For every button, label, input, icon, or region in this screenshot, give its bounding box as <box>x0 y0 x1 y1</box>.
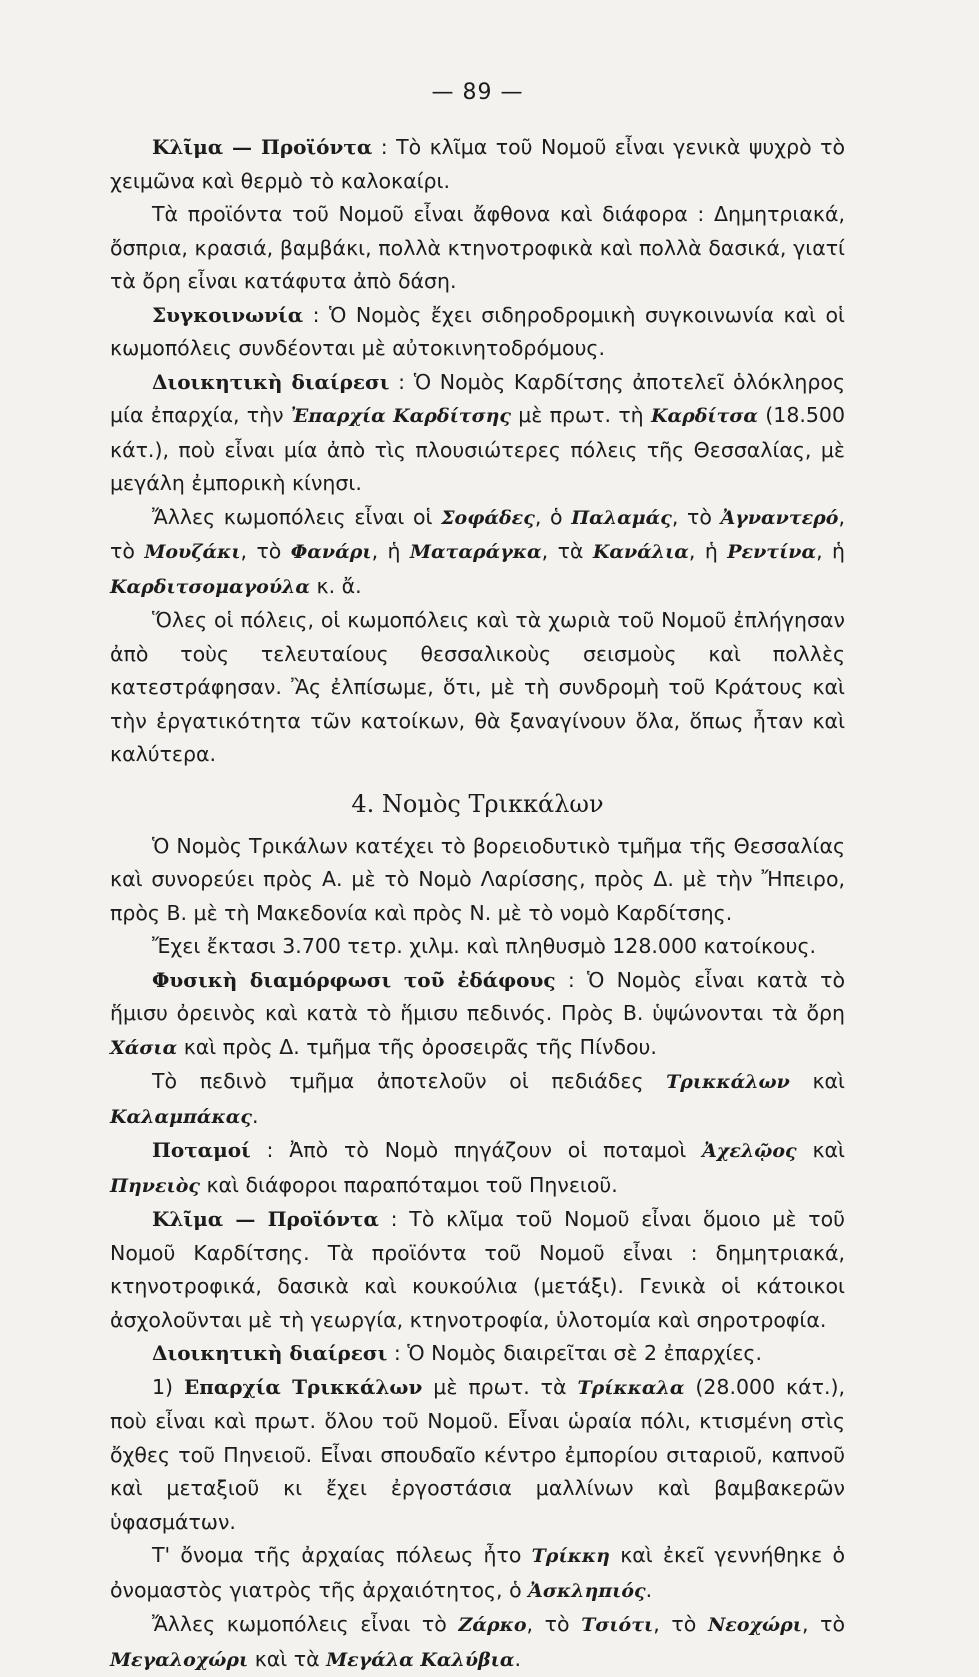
emphasis: Ἀσκληπιός <box>528 1579 646 1602</box>
text: : Ὁ Νομὸς Καρδίτσης ἀποτελεῖ ὁλόκληρος μία ἐπαρχία, τὴν <box>110 369 845 427</box>
emphasis: Ζάρκο <box>458 1614 527 1636</box>
emphasis: Μεγάλα Καλύβια <box>326 1648 515 1671</box>
paragraph-products-karditsa <box>110 198 845 299</box>
paragraph-rivers-trikala <box>110 1134 845 1203</box>
text: , τὸ <box>801 1612 846 1636</box>
emphasis: Ἀχελῷος <box>702 1140 797 1162</box>
section-title: 4. Νομὸς Τρικκάλων <box>351 789 604 818</box>
paragraph-towns-trikala <box>110 1608 845 1677</box>
text: Τὰ προϊόντα τοῦ Νομοῦ εἶναι ἄφθονα καὶ διάφορα : Δημητριακά, ὄσπρια, κρασιά, βαμβάκι, πολλὰ κτηνοτροφικὰ καὶ πολλὰ δασικά, γιατί τὰ ὄρη εἶναι κατάφυτα ἀπὸ δάση. <box>110 202 845 293</box>
emphasis: Χάσια <box>110 1036 178 1059</box>
text: , τὸ <box>240 539 291 563</box>
text: , τὸ <box>653 1612 708 1636</box>
text: : Τὸ κλῖμα τοῦ Νομοῦ εἶναι γενικὰ ψυχρὸ τὸ χειμῶνα καὶ θερμὸ τὸ καλοκαίρι. <box>110 135 845 193</box>
text: , ἡ <box>816 539 846 563</box>
paragraph-ancient-trikki <box>110 1539 845 1608</box>
heading-climate-products: Κλῖμα — Προϊόντα <box>152 135 373 159</box>
paragraph-administration-karditsa <box>110 366 845 501</box>
text: : Ὁ Νομὸς εἶναι κατὰ τὸ ἥμισυ ὀρεινὸς καὶ κατὰ τὸ ἥμισυ πεδινός. Πρὸς Β. ὑψώνονται τὰ ὄρη <box>110 967 846 1025</box>
emphasis: Πηνειὸς <box>110 1174 200 1197</box>
text: Ἄλλες κωμοπόλεις εἶναι τὸ <box>152 1612 459 1636</box>
emphasis: Κανάλια <box>592 541 689 563</box>
paragraph-towns-karditsa <box>110 501 845 605</box>
text: καὶ ἐκεῖ γεννήθηκε ὁ ὀνομαστὸς γιατρὸς τῆς ἀρχαιότητος, ὁ <box>110 1543 846 1602</box>
paragraph-transport-karditsa <box>110 299 845 366</box>
text: (28.000 κάτ.), ποὺ εἶναι καὶ πρωτ. ὅλου τοῦ Νομοῦ. Εἶναι ὡραία πόλι, κτισμένη στὶς ὄχθες τοῦ Πηνειοῦ. Εἶναι σπουδαῖο κέντρο ἐμπορίου σιταριοῦ, καπνοῦ καὶ μεταξιοῦ κι ἔχει ἐργοστάσια μαλλίνων καὶ βαμβακερῶν ὑφασμάτων. <box>110 1374 846 1534</box>
text: , τὸ <box>526 1612 582 1636</box>
emphasis: Τρίκκαλα <box>577 1376 685 1399</box>
text: Τ' ὄνομα τῆς ἀρχαίας πόλεως ἦτο <box>152 1543 532 1567</box>
heading-rivers: Ποταμοί <box>152 1138 251 1162</box>
emphasis: Καρδίτσα <box>650 405 758 427</box>
emphasis: Μεγαλοχώρι <box>110 1648 249 1671</box>
text: (18.500 κάτ.), ποὺ εἶναι μία ἀπὸ τὶς πλουσιώτερες πόλεις τῆς Θεσσαλίας, μὲ μεγάλη ἐμπορικὴ κίνησι. <box>110 403 846 495</box>
text: , ἡ <box>371 539 410 563</box>
emphasis: Παλαμάς <box>571 506 672 529</box>
text: , τὰ <box>541 539 593 563</box>
paragraph-location-trikala <box>110 830 845 931</box>
text: καὶ τὰ <box>248 1646 327 1671</box>
text: , τὸ <box>110 504 846 563</box>
list-number: 1) <box>152 1374 184 1399</box>
text: : Ὁ Νομὸς διαιρεῖται σὲ 2 ἐπαρχίες. <box>387 1341 762 1365</box>
emphasis: Καλαμπάκας <box>110 1105 252 1128</box>
text: , ἡ <box>688 539 728 563</box>
emphasis: Τσιότι <box>581 1614 654 1636</box>
text: καὶ <box>789 1069 845 1093</box>
emphasis: Ματαράγκα <box>409 541 542 563</box>
paragraph-administration-trikala <box>110 1337 845 1371</box>
paragraph-earthquakes <box>110 604 845 772</box>
heading-administration: Διοικητικὴ διαίρεσι <box>152 369 390 394</box>
text: μὲ πρωτ. τὰ <box>422 1374 578 1399</box>
emphasis: Νεοχώρι <box>707 1614 802 1636</box>
text: Ὁ Νομὸς Τρικάλων κατέχει τὸ βορειοδυτικὸ τμῆμα τῆς Θεσσαλίας καὶ συνορεύει πρὸς Α. μὲ τὸ Νομὸ Λαρίσσης, πρὸς Δ. μὲ τὴν Ἤπειρο, πρὸς Β. μὲ τὴ Μακεδονία καὶ πρὸς Ν. μὲ τὸ νομὸ Καρδίτσης. <box>110 833 845 925</box>
heading-terrain: Φυσικὴ διαμόρφωσι τοῦ ἐδάφους <box>152 967 556 992</box>
text: , τὸ <box>671 504 721 529</box>
text: μὲ πρωτ. τὴ <box>510 403 651 427</box>
text: . <box>514 1646 522 1671</box>
text: . <box>251 1103 259 1128</box>
paragraph-climate-karditsa <box>110 131 845 198</box>
emphasis: Καρδιτσομαγούλα <box>110 575 310 598</box>
page-number: — 89 — <box>431 80 524 105</box>
book-page <box>110 80 846 1671</box>
heading-climate-products: Κλῖμα — Προϊόντα <box>152 1207 379 1231</box>
text: καὶ <box>796 1138 845 1162</box>
text: . <box>645 1577 653 1602</box>
text: κ. ἄ. <box>309 573 362 598</box>
paragraph-province-trikala <box>110 1371 845 1540</box>
emphasis: Φανάρι <box>290 541 372 563</box>
paragraph-climate-trikala <box>110 1203 845 1337</box>
emphasis: Ἀγναντερό <box>720 506 839 529</box>
text: καὶ πρὸς Δ. τμῆμα τῆς ὀροσειρᾶς τῆς Πίνδου. <box>177 1034 657 1059</box>
heading-province: Επαρχία Τρικκάλων <box>183 1374 423 1399</box>
emphasis: Σοφάδες <box>441 506 535 529</box>
text: Ἄλλες κωμοπόλεις εἶναι οἱ <box>152 504 442 529</box>
paragraph-terrain-trikala <box>110 964 845 1066</box>
text: καὶ διάφοροι παραπόταμοι τοῦ Πηνειοῦ. <box>199 1172 618 1197</box>
text: : Τὸ κλῖμα τοῦ Νομοῦ εἶναι ὅμοιο μὲ τοῦ Νομοῦ Καρδίτσης. Τὰ προϊόντα τοῦ Νομοῦ εἶναι : δημητριακά, κτηνοτροφικά, δασικὰ καὶ κουκούλια (μετάξι). Γενικὰ οἱ κάτοικοι ἀσχολοῦνται μὲ τὴ γεωργία, κτηνοτροφία, ὑλοτομία καὶ σηροτροφία. <box>110 1207 845 1332</box>
text: , ὁ <box>534 504 572 529</box>
emphasis: Τρίκκη <box>531 1545 610 1567</box>
paragraph-area-trikala <box>110 930 845 964</box>
emphasis: Μουζάκι <box>144 541 241 563</box>
emphasis: Ρεντίνα <box>727 541 817 563</box>
text: Ὅλες οἱ πόλεις, οἱ κωμοπόλεις καὶ τὰ χωριὰ τοῦ Νομοῦ ἐπλήγησαν ἀπὸ τοὺς τελευταίους θεσσαλικοὺς σεισμοὺς καὶ πολλὲς κατεστράφησαν. Ἂς ἐλπίσωμε, ὅτι, μὲ τὴ συνδρομὴ τοῦ Κράτους καὶ τὴν ἐργατικότητα τῶν κατοίκων, θὰ ξαναγίνουν ὅλα, ὅπως ἦταν καὶ καλύτερα. <box>110 608 845 766</box>
text: Τὸ πεδινὸ τμῆμα ἀποτελοῦν οἱ πεδιάδες <box>152 1069 667 1093</box>
heading-administration: Διοικητικὴ διαίρεσι <box>152 1341 388 1365</box>
text: : Ὁ Νομὸς ἔχει σιδηροδρομικὴ συγκοινωνία καὶ οἱ κωμοπόλεις συνδέονται μὲ αὐτοκινητοδρόμους. <box>110 302 845 360</box>
emphasis: Ἐπαρχία Καρδίτσης <box>290 405 511 427</box>
text: Ἔχει ἔκτασι 3.700 τετρ. χιλμ. καὶ πληθυσμὸ 128.000 κατοίκους. <box>152 934 817 958</box>
paragraph-plains-trikala <box>110 1065 845 1134</box>
heading-transport: Συγκοινωνία <box>152 302 304 327</box>
emphasis: Τρικκάλων <box>666 1071 790 1093</box>
text: : Ἀπὸ τὸ Νομὸ πηγάζουν οἱ ποταμοὶ <box>250 1138 703 1162</box>
